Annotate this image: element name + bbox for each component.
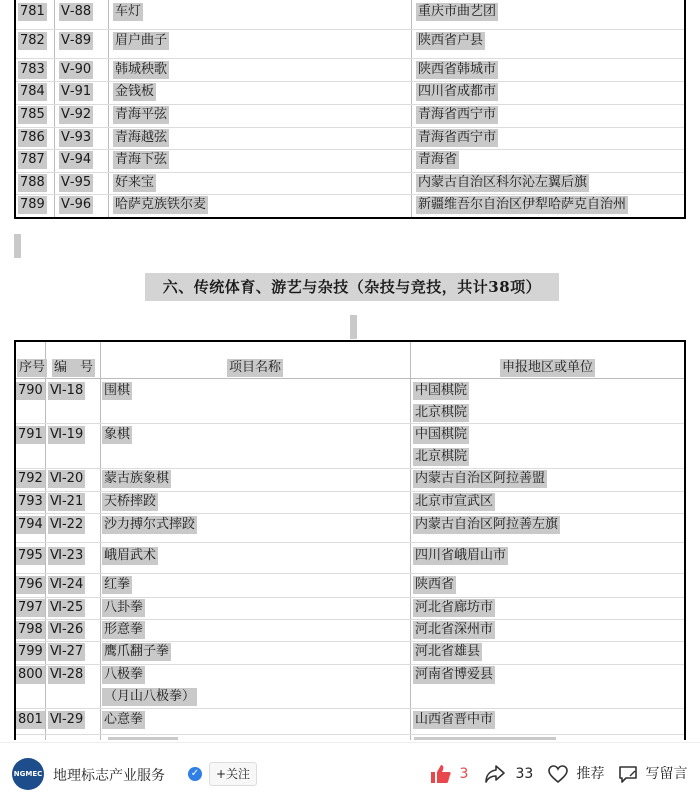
row-area: 陕西省户县 [418,33,484,48]
header-number: 序号 [19,360,46,375]
table-row [16,29,684,59]
selection-marker [350,315,357,339]
section-title: 六、传统体育、游艺与杂技（杂技与竞技，共计38项） [145,273,559,301]
row-code: Ⅴ-89 [61,33,92,48]
header-name: 项目名称 [229,360,282,375]
row-name: 眉户曲子 [115,33,168,48]
row-area-secondary: 北京棋院 [415,449,468,464]
row-area: 陕西省韩城市 [418,62,497,77]
recommend-label: 推荐 [576,766,605,782]
table-row [16,172,684,195]
table-row [16,708,684,735]
row-name: 象棋 [104,427,131,442]
recommend-button[interactable] [547,762,604,786]
row-code: Ⅵ-22 [50,517,84,532]
row-number: 781 [20,4,45,19]
row-code: Ⅵ-21 [50,494,84,509]
row-code: Ⅵ-27 [50,644,84,659]
row-number: 784 [20,84,45,99]
row-code: Ⅵ-25 [50,600,84,615]
row-code: Ⅴ-94 [61,152,92,167]
row-code: Ⅵ-19 [50,427,84,442]
row-area: 重庆市曲艺团 [418,4,497,19]
row-area: 河南省博爱县 [415,667,494,682]
row-number: 796 [18,577,43,592]
row-code: Ⅵ-23 [50,548,84,563]
row-name-secondary: （月山八极拳） [104,689,196,704]
comment-button[interactable] [617,762,687,786]
row-number: 794 [18,517,43,532]
row-area-secondary: 北京棋院 [415,405,468,420]
row-area: 四川省峨眉山市 [415,548,507,563]
table-row [16,491,684,514]
verified-icon: ✓ [188,767,202,781]
row-area: 青海省 [418,152,458,167]
row-code: Ⅵ-26 [50,622,84,637]
row-code: Ⅵ-29 [50,712,84,727]
row-area: 河北省深州市 [415,622,494,637]
comment-icon [617,764,639,784]
table-row [16,513,684,543]
row-area: 北京市宣武区 [415,494,494,509]
header-area: 申报地区或单位 [502,360,594,375]
row-name: 围棋 [104,383,131,398]
row-code: Ⅴ-91 [61,84,92,99]
row-name: 韩城秧歌 [115,62,168,77]
like-button[interactable] [430,762,468,786]
share-icon [484,764,506,784]
row-area: 河北省廊坊市 [415,600,494,615]
row-code: Ⅴ-90 [61,62,92,77]
row-code: Ⅴ-96 [61,197,92,212]
row-number: 789 [20,197,45,212]
table-row [16,423,684,469]
table-row [16,664,684,709]
table-row [16,104,684,128]
row-number: 801 [18,712,43,727]
row-code: Ⅴ-88 [61,4,92,19]
row-code: Ⅴ-93 [61,130,92,145]
table-row [16,194,684,217]
row-number: 786 [20,130,45,145]
row-number: 785 [20,107,45,122]
row-name: 心意拳 [104,712,144,727]
avatar-text: NGMEC [13,770,43,778]
row-number: 799 [18,644,43,659]
row-area: 内蒙古自治区阿拉善左旗 [415,517,559,532]
table-row [16,0,684,30]
row-code: Ⅵ-28 [50,667,84,682]
row-number: 793 [18,494,43,509]
main-table [14,340,686,740]
table-row [16,597,684,620]
row-name: 红拳 [104,577,131,592]
row-name: 形意拳 [104,622,144,637]
row-name: 鹰爪翻子拳 [104,644,170,659]
row-name: 峨眉武术 [104,548,157,563]
row-area: 内蒙古自治区阿拉善盟 [415,471,546,486]
row-area: 青海省西宁市 [418,130,497,145]
row-name: 金钱板 [115,84,155,99]
row-number: 782 [20,33,45,48]
row-code: Ⅵ-18 [50,383,84,398]
row-area: 四川省成都市 [418,84,497,99]
row-number: 791 [18,427,43,442]
comment-label: 写留言 [645,766,688,782]
row-name: 青海越弦 [115,130,168,145]
thumbs-up-icon [430,764,452,784]
row-name: 青海平弦 [115,107,168,122]
table-row [16,58,684,82]
row-name: 青海下弦 [115,152,168,167]
row-code: Ⅵ-20 [50,471,84,486]
row-name: 车灯 [115,4,142,19]
row-number: 797 [18,600,43,615]
row-area: 中国棋院 [415,383,468,398]
table-row [16,149,684,173]
row-area: 河北省雄县 [415,644,481,659]
row-code: Ⅴ-92 [61,107,92,122]
row-code: Ⅴ-95 [61,175,92,190]
row-name: 八极拳 [104,667,144,682]
row-number: 787 [20,152,45,167]
heart-icon [547,764,569,784]
table-row [16,573,684,598]
follow-button[interactable]: +关注 [209,762,257,786]
share-button[interactable] [484,762,533,786]
share-count: 33 [515,766,534,782]
table-row [16,127,684,150]
table-row [16,468,684,492]
row-area: 陕西省 [415,577,455,592]
bottom-action-bar [0,742,700,795]
table-row [16,379,684,424]
row-name: 天桥摔跤 [104,494,157,509]
selection-marker [14,234,21,258]
row-name: 八卦拳 [104,600,144,615]
row-name: 沙力搏尔式摔跤 [104,517,196,532]
row-name: 哈萨克族铁尔麦 [115,197,207,212]
top-table [14,0,686,219]
table-row [16,542,684,574]
row-number: 795 [18,548,43,563]
avatar[interactable] [12,758,44,790]
row-number: 800 [18,667,43,682]
header-code: 编 号 [54,360,94,375]
row-area: 内蒙古自治区科尔沁左翼后旗 [418,175,588,190]
row-number: 788 [20,175,45,190]
like-count: 3 [459,766,469,782]
table-row [16,619,684,642]
row-area: 新疆维吾尔自治区伊犁哈萨克自治州 [418,197,627,212]
account-name[interactable]: 地理标志产业服务 [53,768,165,784]
row-number: 798 [18,622,43,637]
row-name: 蒙古族象棋 [104,471,170,486]
row-number: 792 [18,471,43,486]
table-row [16,641,684,665]
row-area: 青海省西宁市 [418,107,497,122]
row-area: 中国棋院 [415,427,468,442]
row-number: 783 [20,62,45,77]
row-number: 790 [18,383,43,398]
table-row [16,81,684,105]
row-name: 好来宝 [115,175,155,190]
row-area: 山西省晋中市 [415,712,494,727]
row-code: Ⅵ-24 [50,577,84,592]
